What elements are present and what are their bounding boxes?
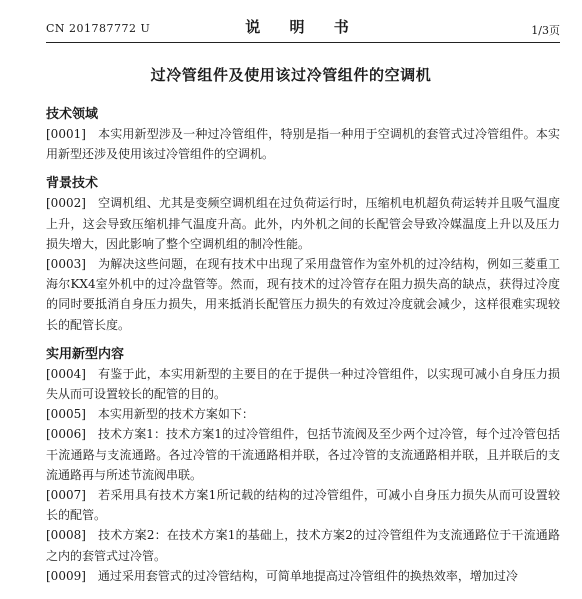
section-technical-field [46,106,560,164]
header-title: 说 明 书 [245,18,361,36]
paragraph-number: [0005] [46,407,86,422]
paragraph [46,124,560,164]
section-heading: 实用新型内容 [46,346,125,362]
paragraph-text: 技术方案1：技术方案1的过冷管组件，包括节流阀及至少两个过冷管，每个过冷管包括干流通路与支流通路。各过冷管的干流通路相并联，各过冷管的支流通路相并联，且并联后的支流通路再与所述节流阀串联。 [46,427,560,482]
document-title: 过冷管组件及使用该过冷管组件的空调机 [150,66,432,84]
paragraph-text: 本实用新型涉及一种过冷管组件，特别是指一种用于空调机的套管式过冷管组件。本实用新型还涉及使用该过冷管组件的空调机。 [46,127,560,162]
paragraph [46,485,560,525]
paragraph [46,193,560,254]
section-summary [46,346,560,586]
page-header [46,16,560,43]
paragraph-text: 有鉴于此，本实用新型的主要目的在于提供一种过冷管组件，以实现可减小自身压力损失从而可设置较长的配管的目的。 [46,366,560,402]
paragraph [46,566,560,586]
section-heading: 背景技术 [46,176,99,192]
paragraph-text: 为解决这些问题，在现有技术中出现了采用盘管作为室外机的过冷结构，例如三菱重工海尔KX4室外机中的过冷盘管等。然而，现有技术的过冷管存在阻力损失高的缺点，获得过冷度的同时要抵消自身压力损失，用来抵消长配管压力损失的有效过冷度就会减少，这样很难实现较长的配管长度。 [46,257,560,332]
paragraph-number: [0004] [46,366,86,381]
section-heading: 技术领域 [46,107,99,122]
paragraph-number: [0007] [46,488,86,503]
paragraph-number: [0002] [46,196,86,211]
section-background [46,175,560,334]
publication-number: CN 201787772 U [46,22,151,35]
page-number: 1/3页 [531,24,560,37]
paragraph-text: 技术方案2：在技术方案1的基础上，技术方案2的过冷管组件为支流通路位于干流通路之内的套管式过冷管。 [46,528,560,563]
paragraph [46,404,560,424]
paragraph-text: 通过采用套管式的过冷管结构，可简单地提高过冷管组件的换热效率，增加过冷 [97,568,518,583]
paragraph [46,424,560,485]
paragraph-number: [0009] [46,568,86,583]
paragraph-number: [0006] [46,427,86,442]
paragraph-text: 空调机组、尤其是变频空调机组在过负荷运行时，压缩机电机超负荷运转并且吸气温度上升，这会导致压缩机排气温度升高。此外，内外机之间的长配管会导致冷媒温度上升以及压力损失增大，因此影响了整个空调机组的制冷性能。 [46,196,560,251]
paragraph [46,254,560,335]
paragraph [46,525,560,565]
paragraph-number: [0008] [46,528,86,543]
paragraph-text: 本实用新型的技术方案如下： [97,407,254,422]
paragraph-text: 若采用具有技术方案1所记载的结构的过冷管组件，可减小自身压力损失从而可设置较长的配管。 [46,488,560,523]
document-body [46,106,560,586]
paragraph-number: [0003] [46,257,86,272]
paragraph [46,364,560,404]
paragraph-number: [0001] [46,127,86,141]
